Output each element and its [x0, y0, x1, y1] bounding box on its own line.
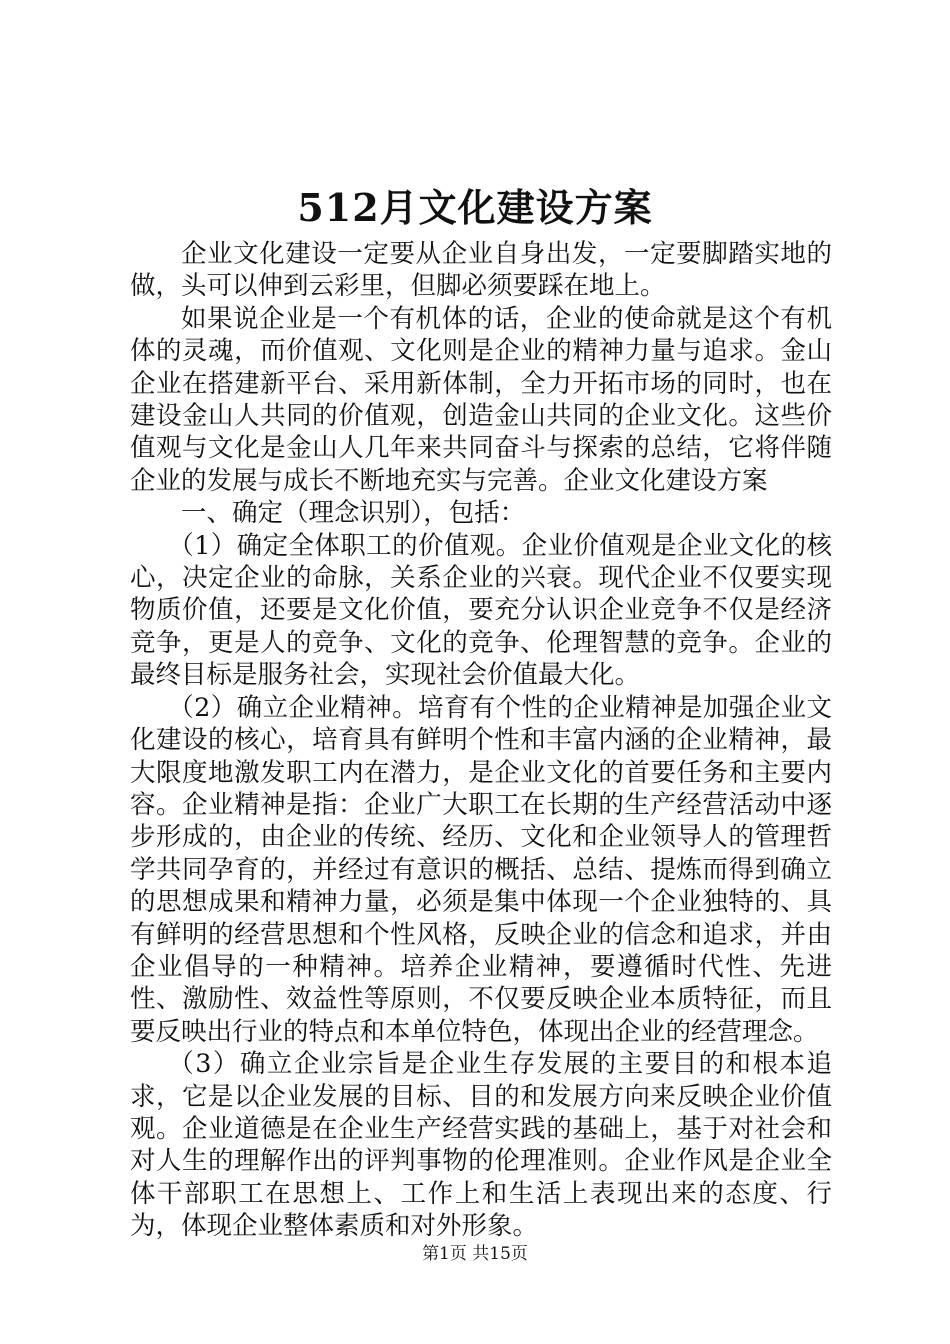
paragraph-values: （1）确定全体职工的价值观。企业价值观是企业文化的核心，决定企业的命脉，关系企业的兴衰。现代企业不仅要实现物质价值，还要是文化价值，要充分认识企业竞争不仅是经济竞争，更是人的竞争、文化的竞争、伦理智慧的竞争。企业的最终目标是服务社会，实现社会价值最大化。 [130, 530, 832, 691]
paragraph-mission: 如果说企业是一个有机体的话，企业的使命就是这个有机体的灵魂，而价值观、文化则是企业的精神力量与追求。金山企业在搭建新平台、采用新体制，全力开拓市场的同时，也在建设金山人共同的价值观，创造金山共同的企业文化。这些价值观与文化是金山人几年来共同奋斗与探索的总结，它将伴随企业的发展与成长不断地充实与完善。企业文化建设方案 [130, 303, 832, 496]
document-body [130, 238, 832, 1243]
paragraph-spirit: （2）确立企业精神。培育有个性的企业精神是加强企业文化建设的核心，培育具有鲜明个性和丰富内涵的企业精神，最大限度地激发职工内在潜力，是企业文化的首要任务和主要内容。企业精神是指：企业广大职工在长期的生产经营活动中逐步形成的，由企业的传统、经历、文化和企业领导人的管理哲学共同孕育的，并经过有意识的概括、总结、提炼而得到确立的思想成果和精神力量，必须是集中体现一个企业独特的、具有鲜明的经营思想和个性风格，反映企业的信念和追求，并由企业倡导的一种精神。培养企业精神，要遵循时代性、先进性、激励性、效益性等原则，不仅要反映企业本质特征，而且要反映出行业的特点和本单位特色，体现出企业的经营理念。 [130, 692, 832, 1047]
section-heading-identity: 一、确定（理念识别），包括： [181, 498, 526, 529]
document-title: 512月文化建设方案 [297, 185, 653, 230]
paragraph-purpose: （3）确立企业宗旨是企业生存发展的主要目的和根本追求，它是以企业发展的目标、目的和发展方向来反映企业价值观。企业道德是在企业生产经营实践的基础上，基于对社会和对人生的理解作出的评判事物的伦理准则。企业作风是企业全体干部职工在思想上、工作上和生活上表现出来的态度、行为，体现企业整体素质和对外形象。 [130, 1049, 832, 1242]
paragraph-intro: 企业文化建设一定要从企业自身出发，一定要脚踏实地的做，头可以伸到云彩里，但脚必须要踩在地上。 [130, 239, 832, 302]
page-footer: 第1页 共15页 [422, 1244, 528, 1264]
